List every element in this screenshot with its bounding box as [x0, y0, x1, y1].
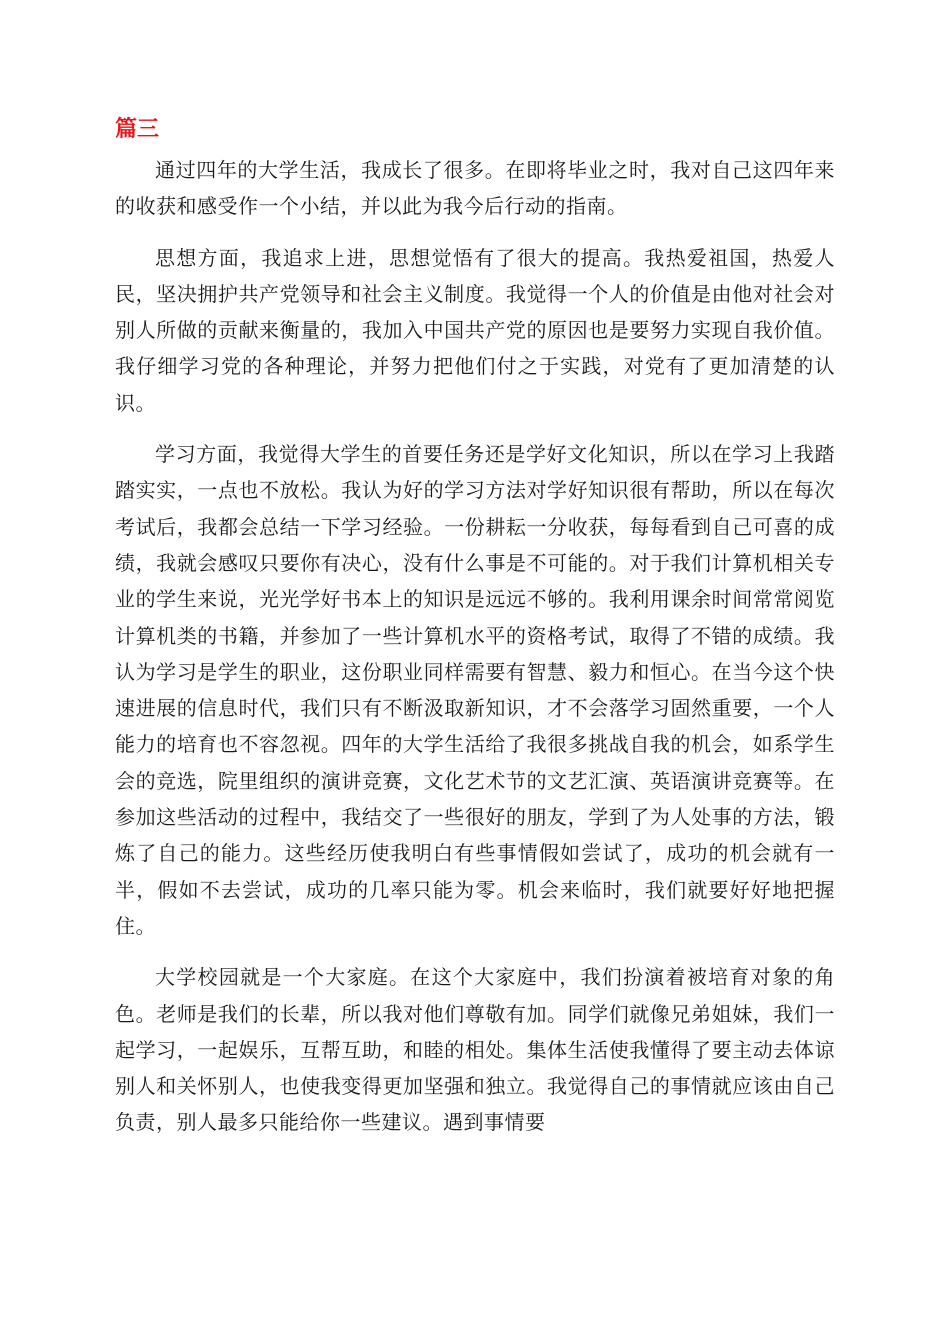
section-heading: 篇三: [115, 116, 160, 142]
paragraph-campus: 大学校园就是一个大家庭。在这个大家庭中，我们扮演着被培育对象的角色。老师是我们的长辈，所以我对他们尊敬有加。同学们就像兄弟姐妹，我们一起学习，一起娱乐，互帮互助，和睦的相处。集体生活使我懂得了要主动去体谅别人和关怀别人，也使我变得更加坚强和独立。我觉得自己的事情就应该由自己负责，别人最多只能给你一些建议。遇到事情要: [115, 965, 835, 1135]
paragraph-intro: 通过四年的大学生活，我成长了很多。在即将毕业之时，我对自己这四年来的收获和感受作一个小结，并以此为我今后行动的指南。: [115, 158, 835, 219]
document-body: [115, 112, 835, 1156]
paragraph-study: 学习方面，我觉得大学生的首要任务还是学好文化知识，所以在学习上我踏踏实实，一点也不放松。我认为好的学习方法对学好知识很有帮助，所以在每次考试后，我都会总结一下学习经验。一份耕耘一分收获，每每看到自己可喜的成绩，我就会感叹只要你有决心，没有什么事是不可能的。对于我们计算机相关专业的学生来说，光光学好书本上的知识是远远不够的。我利用课余时间常常阅览计算机类的书籍，并参加了一些计算机水平的资格考试，取得了不错的成绩。我认为学习是学生的职业，这份职业同样需要有智慧、毅力和恒心。在当今这个快速进展的信息时代，我们只有不断汲取新知识，才不会落学习固然重要，一个人能力的培育也不容忽视。四年的大学生活给了我很多挑战自我的机会，如系学生会的竞选，院里组织的演讲竞赛，文化艺术节的文艺汇演、英语演讲竞赛等。在参加这些活动的过程中，我结交了一些很好的朋友，学到了为人处事的方法，锻炼了自己的能力。这些经历使我明白有些事情假如尝试了，成功的机会就有一半，假如不去尝试，成功的几率只能为零。机会来临时，我们就要好好地把握住。: [115, 442, 835, 938]
paragraph-ideology: 思想方面，我追求上进，思想觉悟有了很大的提高。我热爱祖国，热爱人民，坚决拥护共产党领导和社会主义制度。我觉得一个人的价值是由他对社会对别人所做的贡献来衡量的，我加入中国共产党的原因也是要努力实现自我价值。我仔细学习党的各种理论，并努力把他们付之于实践，对党有了更加清楚的认识。: [115, 245, 835, 415]
